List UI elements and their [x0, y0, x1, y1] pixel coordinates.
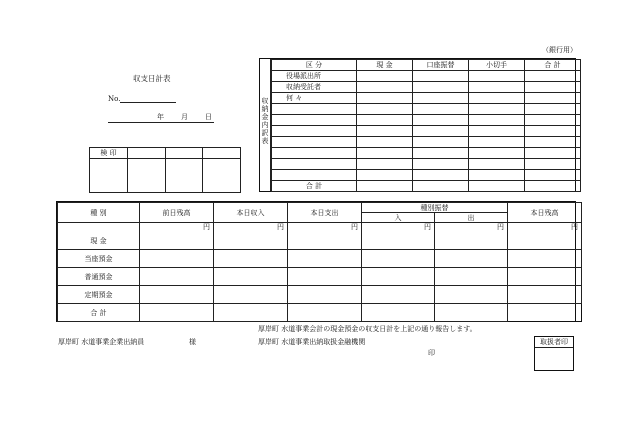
- breakdown-row-label: 役場派出所: [272, 71, 357, 82]
- main-table: [57, 202, 582, 322]
- breakdown-cell[interactable]: [413, 170, 469, 181]
- breakdown-cell[interactable]: [525, 126, 581, 137]
- main-cell[interactable]: [140, 250, 214, 268]
- breakdown-cell[interactable]: [357, 104, 413, 115]
- breakdown-cell[interactable]: [413, 93, 469, 104]
- breakdown-cell[interactable]: [357, 137, 413, 148]
- bank-use-label: （銀行用）: [542, 46, 577, 54]
- breakdown-total-cell[interactable]: [413, 181, 469, 192]
- breakdown-cell[interactable]: [469, 148, 525, 159]
- main-cell[interactable]: [362, 286, 435, 304]
- honorific: 様: [189, 338, 196, 346]
- handler-seal-label: 取扱者印: [535, 337, 573, 348]
- col-expense: 本日支出: [288, 203, 362, 223]
- date-line[interactable]: [108, 122, 214, 123]
- breakdown-cell[interactable]: [469, 104, 525, 115]
- breakdown-total-cell[interactable]: [469, 181, 525, 192]
- main-cell[interactable]: [508, 250, 582, 268]
- breakdown-row-label: 収納受託者: [272, 82, 357, 93]
- date-day: 日: [205, 113, 212, 121]
- cash-in-cell[interactable]: [362, 223, 435, 250]
- breakdown-cell[interactable]: [525, 82, 581, 93]
- main-cell[interactable]: [288, 250, 362, 268]
- main-cell[interactable]: [288, 268, 362, 286]
- breakdown-cell[interactable]: [413, 159, 469, 170]
- inspection-cell[interactable]: [203, 159, 241, 193]
- breakdown-cell[interactable]: [469, 137, 525, 148]
- main-cell[interactable]: [508, 286, 582, 304]
- total-cell[interactable]: [435, 304, 508, 322]
- breakdown-cell[interactable]: [357, 115, 413, 126]
- number-field[interactable]: [120, 102, 176, 103]
- breakdown-cell[interactable]: [357, 71, 413, 82]
- total-cell[interactable]: [214, 304, 288, 322]
- col-income: 本日収入: [214, 203, 288, 223]
- row-label-cash: 現 金: [58, 223, 140, 250]
- breakdown-col-transfer: 口座振替: [413, 60, 469, 71]
- main-cell[interactable]: [435, 268, 508, 286]
- number-label: No.: [108, 95, 121, 103]
- breakdown-row-label: [272, 159, 357, 170]
- breakdown-cell[interactable]: [525, 137, 581, 148]
- yen-unit: 円: [277, 223, 284, 231]
- main-cell[interactable]: [214, 286, 288, 304]
- inspection-cell[interactable]: [128, 148, 166, 159]
- breakdown-col-category: 区 分: [272, 60, 357, 71]
- inspection-cell[interactable]: [90, 159, 128, 193]
- row-label-fixed: 定期預金: [58, 286, 140, 304]
- breakdown-col-cash: 現 金: [357, 60, 413, 71]
- inspection-cell[interactable]: [203, 148, 241, 159]
- breakdown-total-cell[interactable]: [525, 181, 581, 192]
- inspection-cell[interactable]: [166, 148, 203, 159]
- breakdown-cell[interactable]: [469, 71, 525, 82]
- breakdown-cell[interactable]: [413, 126, 469, 137]
- breakdown-row-label: [272, 104, 357, 115]
- cash-income-cell[interactable]: [214, 223, 288, 250]
- breakdown-cell[interactable]: [525, 104, 581, 115]
- breakdown-cell[interactable]: [357, 82, 413, 93]
- col-transfer-in: 入: [362, 213, 435, 223]
- breakdown-cell[interactable]: [413, 115, 469, 126]
- breakdown-cell[interactable]: [469, 170, 525, 181]
- breakdown-col-check: 小切手: [469, 60, 525, 71]
- main-cell[interactable]: [140, 286, 214, 304]
- col-prev-balance: 前日残高: [140, 203, 214, 223]
- breakdown-cell[interactable]: [469, 82, 525, 93]
- handler-seal-box[interactable]: [534, 336, 574, 371]
- breakdown-cell[interactable]: [469, 93, 525, 104]
- total-cell[interactable]: [288, 304, 362, 322]
- breakdown-table: [271, 59, 581, 192]
- breakdown-row-label: [272, 170, 357, 181]
- inspection-label: 検 印: [90, 148, 128, 159]
- yen-unit: 円: [424, 223, 431, 231]
- sender: 厚岸町 水道事業出納取扱金融機関: [258, 338, 366, 346]
- breakdown-cell[interactable]: [469, 126, 525, 137]
- yen-unit: 円: [497, 223, 504, 231]
- cash-prev-cell[interactable]: [140, 223, 214, 250]
- breakdown-cell[interactable]: [357, 93, 413, 104]
- breakdown-row-label: [272, 148, 357, 159]
- breakdown-cell[interactable]: [525, 148, 581, 159]
- main-cell[interactable]: [214, 250, 288, 268]
- breakdown-col-total: 合 計: [525, 60, 581, 71]
- col-balance: 本日残高: [508, 203, 582, 223]
- inspection-cell[interactable]: [166, 159, 203, 193]
- breakdown-cell[interactable]: [413, 104, 469, 115]
- total-cell[interactable]: [140, 304, 214, 322]
- breakdown-cell[interactable]: [357, 159, 413, 170]
- breakdown-cell[interactable]: [357, 148, 413, 159]
- breakdown-total-label: 合 計: [272, 181, 357, 192]
- date-year: 年: [157, 113, 164, 121]
- breakdown-row-label: [272, 137, 357, 148]
- seal-mark: 印: [428, 349, 435, 357]
- col-type: 種 別: [58, 203, 140, 223]
- yen-unit: 円: [351, 223, 358, 231]
- yen-unit: 円: [571, 223, 578, 231]
- total-cell[interactable]: [362, 304, 435, 322]
- cash-expense-cell[interactable]: [288, 223, 362, 250]
- breakdown-total-cell[interactable]: [357, 181, 413, 192]
- yen-unit: 円: [203, 223, 210, 231]
- main-cell[interactable]: [214, 268, 288, 286]
- addressee: 厚岸町 水道事業企業出納員: [58, 338, 145, 346]
- main-cell[interactable]: [362, 250, 435, 268]
- cash-out-cell[interactable]: [435, 223, 508, 250]
- breakdown-cell[interactable]: [469, 115, 525, 126]
- row-label-checking: 当座預金: [58, 250, 140, 268]
- breakdown-cell[interactable]: [413, 137, 469, 148]
- main-cell[interactable]: [140, 268, 214, 286]
- breakdown-side-label: 収納金内訳表: [261, 97, 269, 145]
- row-label-ordinary: 普通預金: [58, 268, 140, 286]
- col-transfer: 種別振替: [362, 203, 508, 213]
- breakdown-cell[interactable]: [525, 71, 581, 82]
- row-label-total: 合 計: [58, 304, 140, 322]
- breakdown-cell[interactable]: [525, 115, 581, 126]
- breakdown-cell[interactable]: [525, 93, 581, 104]
- form-title: 収支日計表: [133, 74, 171, 83]
- cash-balance-cell[interactable]: [508, 223, 582, 250]
- breakdown-cell[interactable]: [357, 170, 413, 181]
- total-balance-cell[interactable]: [508, 304, 582, 322]
- col-transfer-out: 出: [435, 213, 508, 223]
- breakdown-row-label: [272, 126, 357, 137]
- inspection-table: [89, 147, 241, 193]
- breakdown-cell[interactable]: [357, 126, 413, 137]
- main-cell[interactable]: [435, 286, 508, 304]
- main-cell[interactable]: [288, 286, 362, 304]
- inspection-cell[interactable]: [128, 159, 166, 193]
- breakdown-cell[interactable]: [469, 159, 525, 170]
- breakdown-row-label: [272, 115, 357, 126]
- breakdown-cell[interactable]: [413, 82, 469, 93]
- breakdown-row-label: 何 々: [272, 93, 357, 104]
- main-cell[interactable]: [362, 268, 435, 286]
- breakdown-cell[interactable]: [525, 159, 581, 170]
- breakdown-cell[interactable]: [413, 71, 469, 82]
- main-cell[interactable]: [508, 268, 582, 286]
- date-month: 月: [181, 113, 188, 121]
- breakdown-cell[interactable]: [413, 148, 469, 159]
- report-line: 厚岸町 水道事業会計の現金預金の収支日計を上記の通り報告します。: [258, 325, 477, 333]
- breakdown-cell[interactable]: [525, 170, 581, 181]
- main-cell[interactable]: [435, 250, 508, 268]
